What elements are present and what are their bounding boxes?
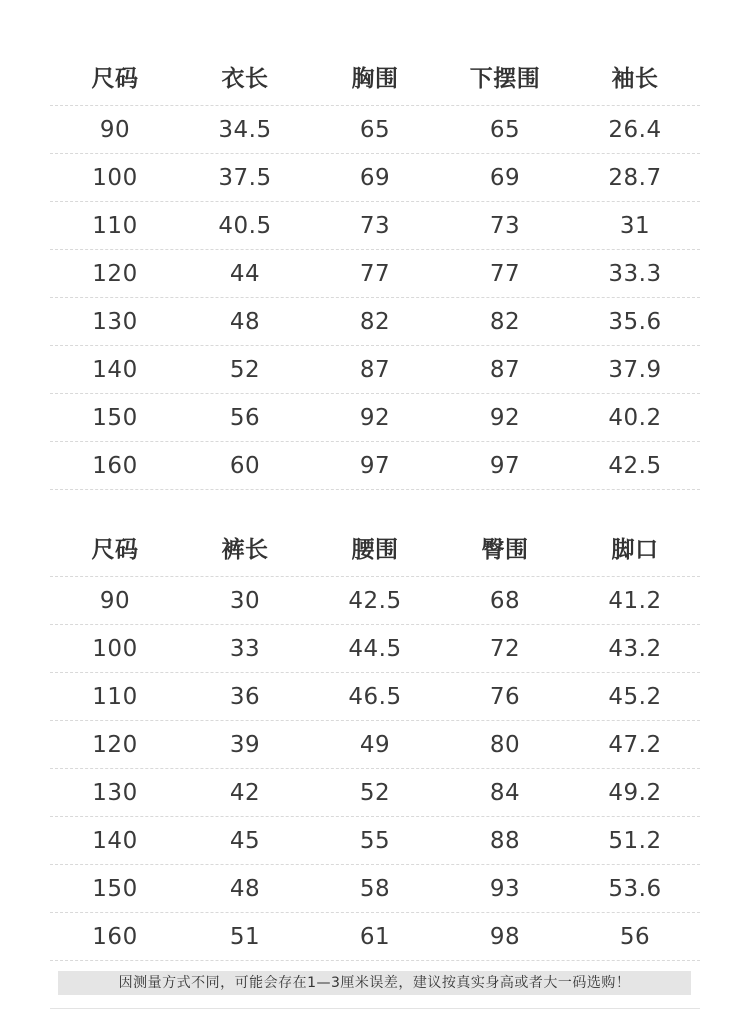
table-cell: 100 xyxy=(92,635,138,662)
table-cell: 140 xyxy=(92,356,138,383)
table-cell: 92 xyxy=(359,404,391,431)
table-cell: 52 xyxy=(359,779,391,806)
table-cell: 120 xyxy=(92,260,138,287)
table-cell: 130 xyxy=(92,308,138,335)
table-cell: 42.5 xyxy=(608,452,662,479)
table-cell: 37.9 xyxy=(608,356,662,383)
table-cell: 34.5 xyxy=(218,116,272,143)
table-cell: 76 xyxy=(489,683,521,710)
table-cell: 36 xyxy=(229,683,261,710)
table-row xyxy=(50,913,700,961)
column-header: 尺码 xyxy=(91,537,139,563)
column-header: 衣长 xyxy=(221,66,269,92)
column-header: 臀围 xyxy=(481,537,529,563)
table-row xyxy=(50,298,700,346)
table-row xyxy=(50,721,700,769)
bottom-size-table xyxy=(50,519,700,961)
table-row xyxy=(50,673,700,721)
table-cell: 87 xyxy=(359,356,391,383)
table-cell: 60 xyxy=(229,452,261,479)
table-row xyxy=(50,577,700,625)
table-cell: 35.6 xyxy=(608,308,662,335)
table-cell: 90 xyxy=(99,587,131,614)
table-cell: 41.2 xyxy=(608,587,662,614)
column-header: 下摆围 xyxy=(469,66,541,92)
table-row xyxy=(50,394,700,442)
table-cell: 69 xyxy=(489,164,521,191)
table-cell: 80 xyxy=(489,731,521,758)
table-cell: 43.2 xyxy=(608,635,662,662)
table-row xyxy=(50,769,700,817)
table-cell: 56 xyxy=(229,404,261,431)
table-cell: 44.5 xyxy=(348,635,402,662)
table-cell: 58 xyxy=(359,875,391,902)
table-cell: 48 xyxy=(229,875,261,902)
column-header: 腰围 xyxy=(351,537,399,563)
table-cell: 45 xyxy=(229,827,261,854)
table-cell: 130 xyxy=(92,779,138,806)
table-cell: 77 xyxy=(359,260,391,287)
top-size-table xyxy=(50,48,700,490)
table-cell: 97 xyxy=(359,452,391,479)
table-cell: 87 xyxy=(489,356,521,383)
table-cell: 110 xyxy=(92,212,138,239)
table-cell: 73 xyxy=(359,212,391,239)
table-cell: 68 xyxy=(489,587,521,614)
table-cell: 160 xyxy=(92,452,138,479)
column-header: 裤长 xyxy=(221,537,269,563)
table-cell: 92 xyxy=(489,404,521,431)
table-cell: 150 xyxy=(92,404,138,431)
table-cell: 53.6 xyxy=(608,875,662,902)
table-cell: 33 xyxy=(229,635,261,662)
table-cell: 93 xyxy=(489,875,521,902)
table-cell: 120 xyxy=(92,731,138,758)
table-cell: 42 xyxy=(229,779,261,806)
table-cell: 100 xyxy=(92,164,138,191)
table-cell: 84 xyxy=(489,779,521,806)
table-cell: 98 xyxy=(489,923,521,950)
table-cell: 46.5 xyxy=(348,683,402,710)
table-cell: 110 xyxy=(92,683,138,710)
column-header: 尺码 xyxy=(91,66,139,92)
table-row xyxy=(50,154,700,202)
table-cell: 150 xyxy=(92,875,138,902)
table-cell: 26.4 xyxy=(608,116,662,143)
bottom-divider xyxy=(50,1008,700,1009)
table-cell: 65 xyxy=(359,116,391,143)
table-cell: 49 xyxy=(359,731,391,758)
table-cell: 65 xyxy=(489,116,521,143)
column-header: 袖长 xyxy=(611,66,659,92)
table-cell: 69 xyxy=(359,164,391,191)
table-cell: 39 xyxy=(229,731,261,758)
table-cell: 82 xyxy=(359,308,391,335)
table-header-row xyxy=(50,519,700,577)
table-header-row xyxy=(50,48,700,106)
table-cell: 28.7 xyxy=(608,164,662,191)
table-cell: 48 xyxy=(229,308,261,335)
table-cell: 88 xyxy=(489,827,521,854)
table-cell: 51 xyxy=(229,923,261,950)
table-cell: 97 xyxy=(489,452,521,479)
table-cell: 56 xyxy=(619,923,651,950)
table-cell: 77 xyxy=(489,260,521,287)
table-cell: 47.2 xyxy=(608,731,662,758)
table-row xyxy=(50,106,700,154)
table-cell: 33.3 xyxy=(608,260,662,287)
measurement-note: 因测量方式不同，可能会存在1—3厘米误差，建议按真实身高或者大一码选购！ xyxy=(58,971,691,995)
table-row xyxy=(50,442,700,490)
table-cell: 72 xyxy=(489,635,521,662)
table-cell: 51.2 xyxy=(608,827,662,854)
table-cell: 44 xyxy=(229,260,261,287)
table-cell: 160 xyxy=(92,923,138,950)
table-cell: 40.2 xyxy=(608,404,662,431)
table-cell: 31 xyxy=(619,212,651,239)
table-cell: 140 xyxy=(92,827,138,854)
table-row xyxy=(50,250,700,298)
table-cell: 42.5 xyxy=(348,587,402,614)
table-cell: 90 xyxy=(99,116,131,143)
table-cell: 82 xyxy=(489,308,521,335)
table-cell: 49.2 xyxy=(608,779,662,806)
table-row xyxy=(50,625,700,673)
table-cell: 73 xyxy=(489,212,521,239)
column-header: 脚口 xyxy=(611,537,659,563)
table-row xyxy=(50,817,700,865)
table-cell: 45.2 xyxy=(608,683,662,710)
table-cell: 52 xyxy=(229,356,261,383)
table-cell: 30 xyxy=(229,587,261,614)
table-cell: 40.5 xyxy=(218,212,272,239)
table-row xyxy=(50,202,700,250)
table-cell: 37.5 xyxy=(218,164,272,191)
table-row xyxy=(50,346,700,394)
table-row xyxy=(50,865,700,913)
table-cell: 61 xyxy=(359,923,391,950)
table-cell: 55 xyxy=(359,827,391,854)
column-header: 胸围 xyxy=(351,66,399,92)
